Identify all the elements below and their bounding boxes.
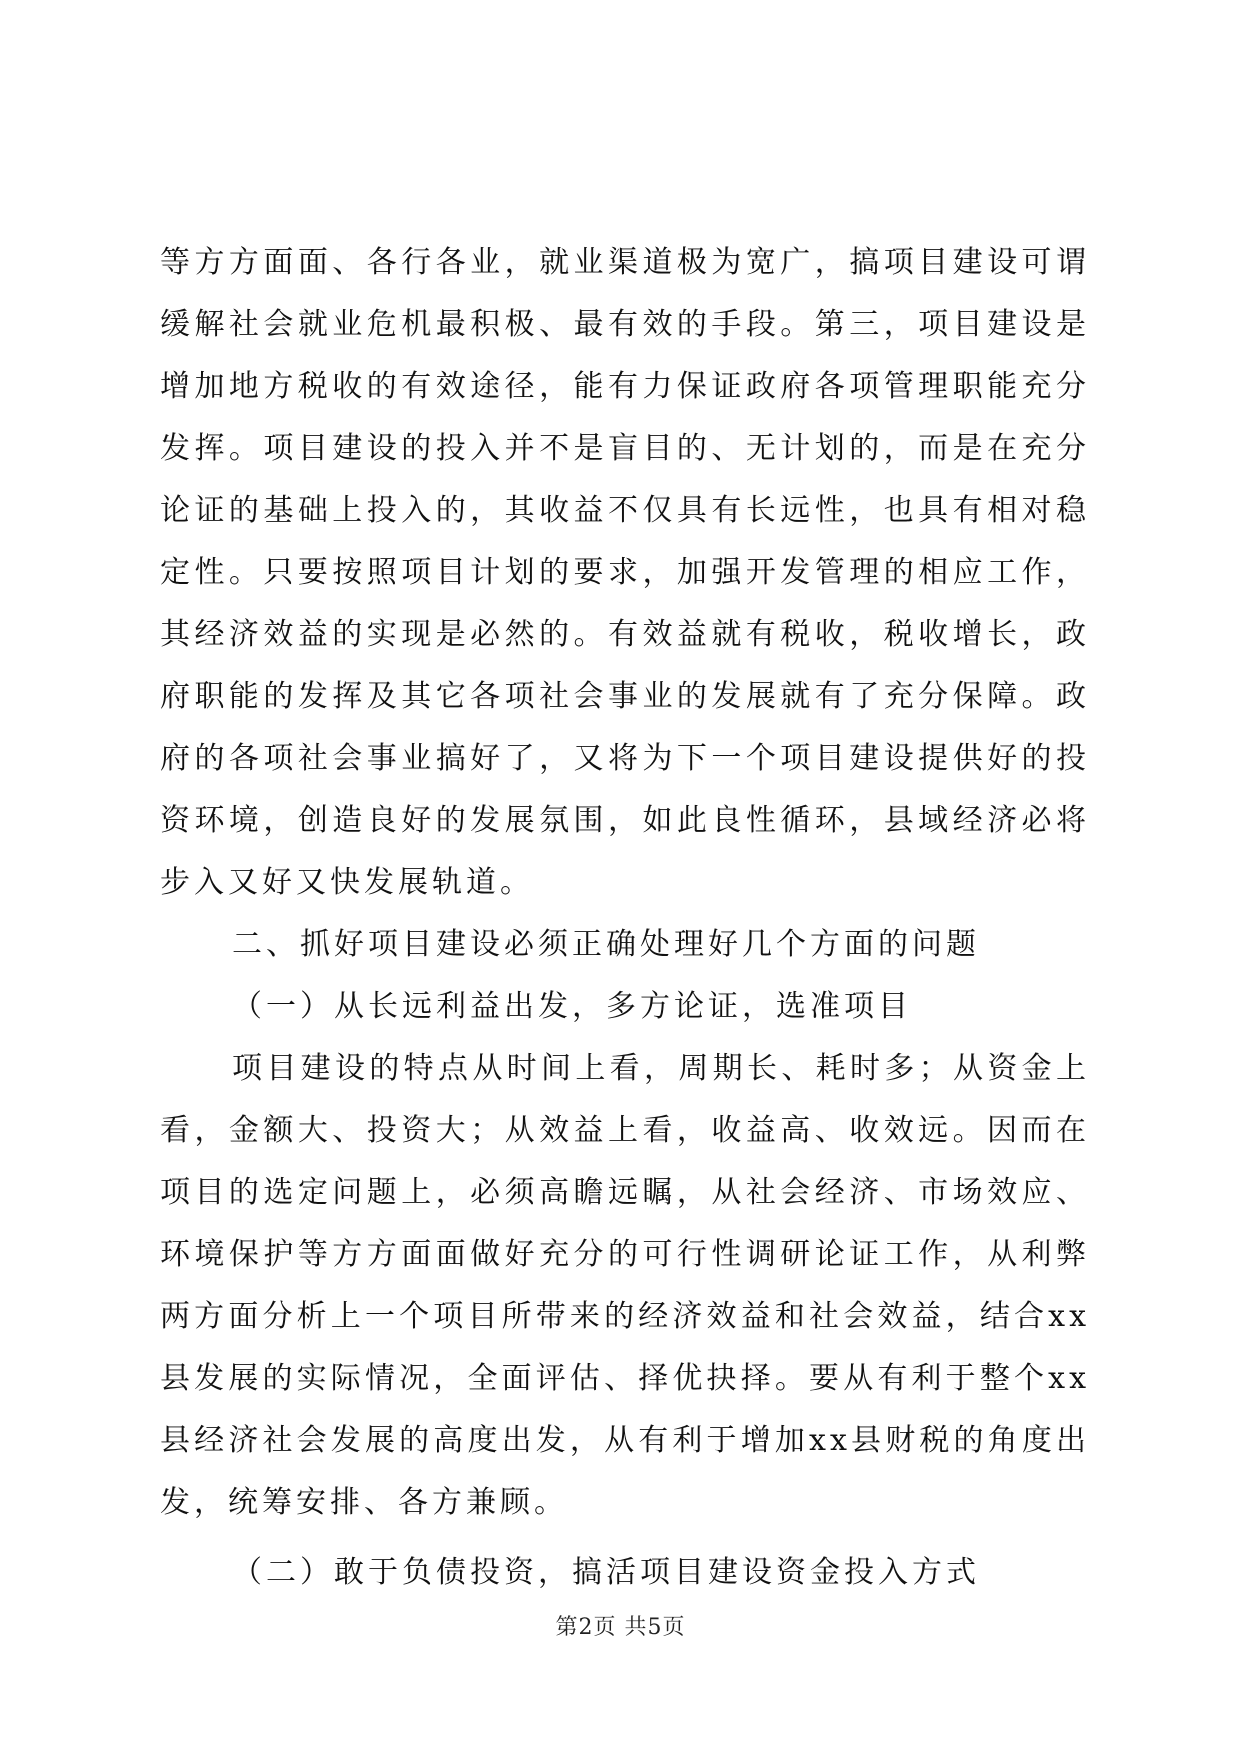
- paragraph-continuation: 等方方面面、各行各业，就业渠道极为宽广，搞项目建设可谓缓解社会就业危机最积极、最有效的手段。第三，项目建设是增加地方税收的有效途径，能有力保证政府各项管理职能充分发挥。项目建设的投入并不是盲目的、无计划的，而是在充分论证的基础上投入的，其收益不仅具有长远性，也具有相对稳定性。只要按照项目计划的要求，加强开发管理的相应工作，其经济效益的实现是必然的。有效益就有税收，税收增长，政府职能的发挥及其它各项社会事业的发展就有了充分保障。政府的各项社会事业搞好了，又将为下一个项目建设提供好的投资环境，创造良好的发展氛围，如此良性循环，县域经济必将步入又好又快发展轨道。: [160, 245, 1090, 900]
- page-number-footer: 第2页 共5页: [555, 1615, 686, 1640]
- document-body: [160, 232, 1090, 1604]
- subheading-two: （二）敢于负债投资，搞活项目建设资金投入方式: [232, 1555, 980, 1590]
- subheading-one: （一）从长远利益出发，多方论证，选准项目: [232, 989, 912, 1024]
- section-heading-two: 二、抓好项目建设必须正确处理好几个方面的问题: [232, 927, 980, 962]
- paragraph-project-selection: 项目建设的特点从时间上看，周期长、耗时多；从资金上看，金额大、投资大；从效益上看，收益高、收效远。因而在项目的选定问题上，必须高瞻远瞩，从社会经济、市场效应、环境保护等方方面面做好充分的可行性调研论证工作，从利弊两方面分析上一个项目所带来的经济效益和社会效益，结合xx县发展的实际情况，全面评估、择优抉择。要从有利于整个xx县经济社会发展的高度出发，从有利于增加xx县财税的角度出发，统筹安排、各方兼顾。: [160, 1051, 1090, 1520]
